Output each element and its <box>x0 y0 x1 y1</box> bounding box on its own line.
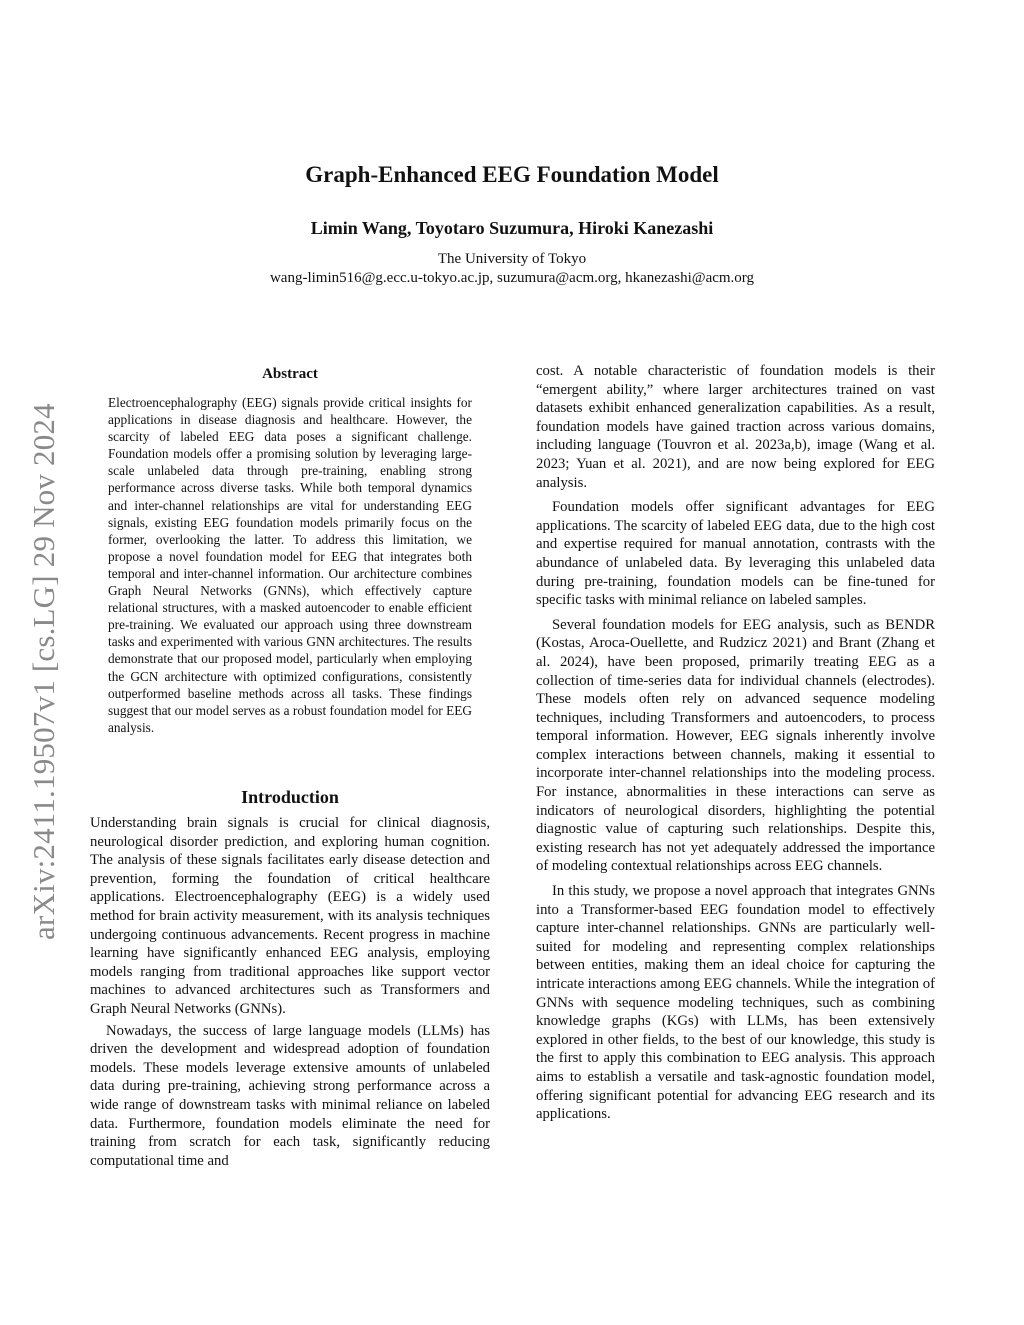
introduction-paragraph-2: Nowadays, the success of large language models (LLMs) has driven the development and widespread adoption of foundation models. These models leverage extensive amounts of unlabeled data during pre-training, achieving strong performance across a wide range of downstream tasks with minimal reliance on labeled data. Furthermore, foundation models eliminate the need for training from scratch for each task, significantly reducing computational time and <box>90 1022 490 1169</box>
author-affiliation: The University of Tokyo <box>437 251 587 267</box>
author-emails: wang-limin516@g.ecc.u-tokyo.ac.jp, suzumura@acm.org, hkanezashi@acm.org <box>269 270 755 286</box>
introduction-section <box>90 786 490 1170</box>
right-column-paragraph-3: Several foundation models for EEG analysis, such as BENDR (Kostas, Aroca-Ouellette, and Rudzicz 2021) and Brant (Zhang et al. 2024), have been proposed, primarily treating EEG as a collection of time-series data for individual channels (electrodes). These models often rely on advanced sequence modeling techniques, including Transformers and autoencoders, to process temporal information. However, EEG signals inherently involve complex interactions between channels, making it essential to incorporate inter-channel relationships into the modeling process. For instance, abnormalities in these interactions can serve as indicators of neurological disorders, highlighting the potential diagnostic value of capturing such relationships. Despite this, existing research has not yet adequately addressed the importance of modeling contextual relationships across EEG channels. <box>536 616 935 875</box>
abstract-heading: Abstract <box>262 366 318 382</box>
paper-title: Graph-Enhanced EEG Foundation Model <box>305 162 719 187</box>
introduction-heading: Introduction <box>241 787 339 807</box>
arxiv-identifier-stamp: arXiv:2411.19507v1 [cs.LG] 29 Nov 2024 <box>26 403 61 940</box>
introduction-paragraph-1: Understanding brain signals is crucial for clinical diagnosis, neurological disorder prediction, and exploring human cognition. The analysis of these signals facilitates early disease detection and prevention, forming the foundation of critical healthcare applications. Electroencephalography (EEG) is a widely used method for brain activity measurement, with its analysis techniques undergoing continuous advancements. Recent progress in machine learning have significantly enhanced EEG analysis, employing models ranging from traditional approaches like support vector machines to advanced architectures such as Transformers and Graph Neural Networks (GNNs). <box>90 815 490 1017</box>
abstract-section <box>108 364 472 736</box>
right-column-paragraph-4: In this study, we propose a novel approach that integrates GNNs into a Transformer-based EEG foundation model to effectively capture inter-channel relationships. GNNs are particularly well-suited for modeling and representing complex relationships between entities, making them an ideal choice for capturing the intricate interactions among EEG channels. While the integration of GNNs with sequence modeling techniques, such as combining knowledge graphs (KGs) with LLMs, has been extensively explored in other fields, to the best of our knowledge, this study is the first to apply this combination to EEG analysis. This approach aims to establish a versatile and task-agnostic foundation model, offering significant potential for advancing EEG research and its applications. <box>536 883 936 1123</box>
paper-authors: Limin Wang, Toyotaro Suzumura, Hiroki Kanezashi <box>310 218 714 238</box>
abstract-paragraph: Electroencephalography (EEG) signals provide critical insights for applications in disease diagnosis and healthcare. However, the scarcity of labeled EEG data poses a significant challenge. Foundation models offer a promising solution by leveraging large-scale unlabeled data through pre-training, enabling strong performance across diverse tasks. While both temporal dynamics and inter-channel relationships are vital for understanding EEG signals, existing EEG foundation models primarily focus on the former, overlooking the latter. To address this limitation, we propose a novel foundation model for EEG that integrates both temporal and inter-channel information. Our architecture combines Graph Neural Networks (GNNs), which effectively capture relational structures, with a masked autoencoder to enable efficient pre-training. We evaluated our approach using three downstream tasks and experimented with various GNN architectures. The results demonstrate that our proposed model, particularly when employing the GCN architecture with optimized configurations, consistently outperformed baseline methods across all tasks. These findings suggest that our model serves as a robust foundation model for EEG analysis. <box>108 395 472 735</box>
right-column <box>536 362 935 1124</box>
right-column-paragraph-2: Foundation models offer significant advantages for EEG applications. The scarcity of labeled EEG data, due to the high cost and expertise required for manual annotation, contrasts with the abundance of unlabeled data. By leveraging this unlabeled data during pre-training, foundation models can be fine-tuned for specific tasks with minimal reliance on labeled samples. <box>536 499 935 609</box>
right-column-paragraph-1: cost. A notable characteristic of foundation models is their “emergent ability,” where larger architectures trained on vast datasets exhibit enhanced generalization capabilities. As a result, foundation models have gained traction across various domains, including language (Touvron et al. 2023a,b), image (Wang et al. 2023; Yuan et al. 2021), and are now being explored for EEG analysis. <box>536 363 935 491</box>
